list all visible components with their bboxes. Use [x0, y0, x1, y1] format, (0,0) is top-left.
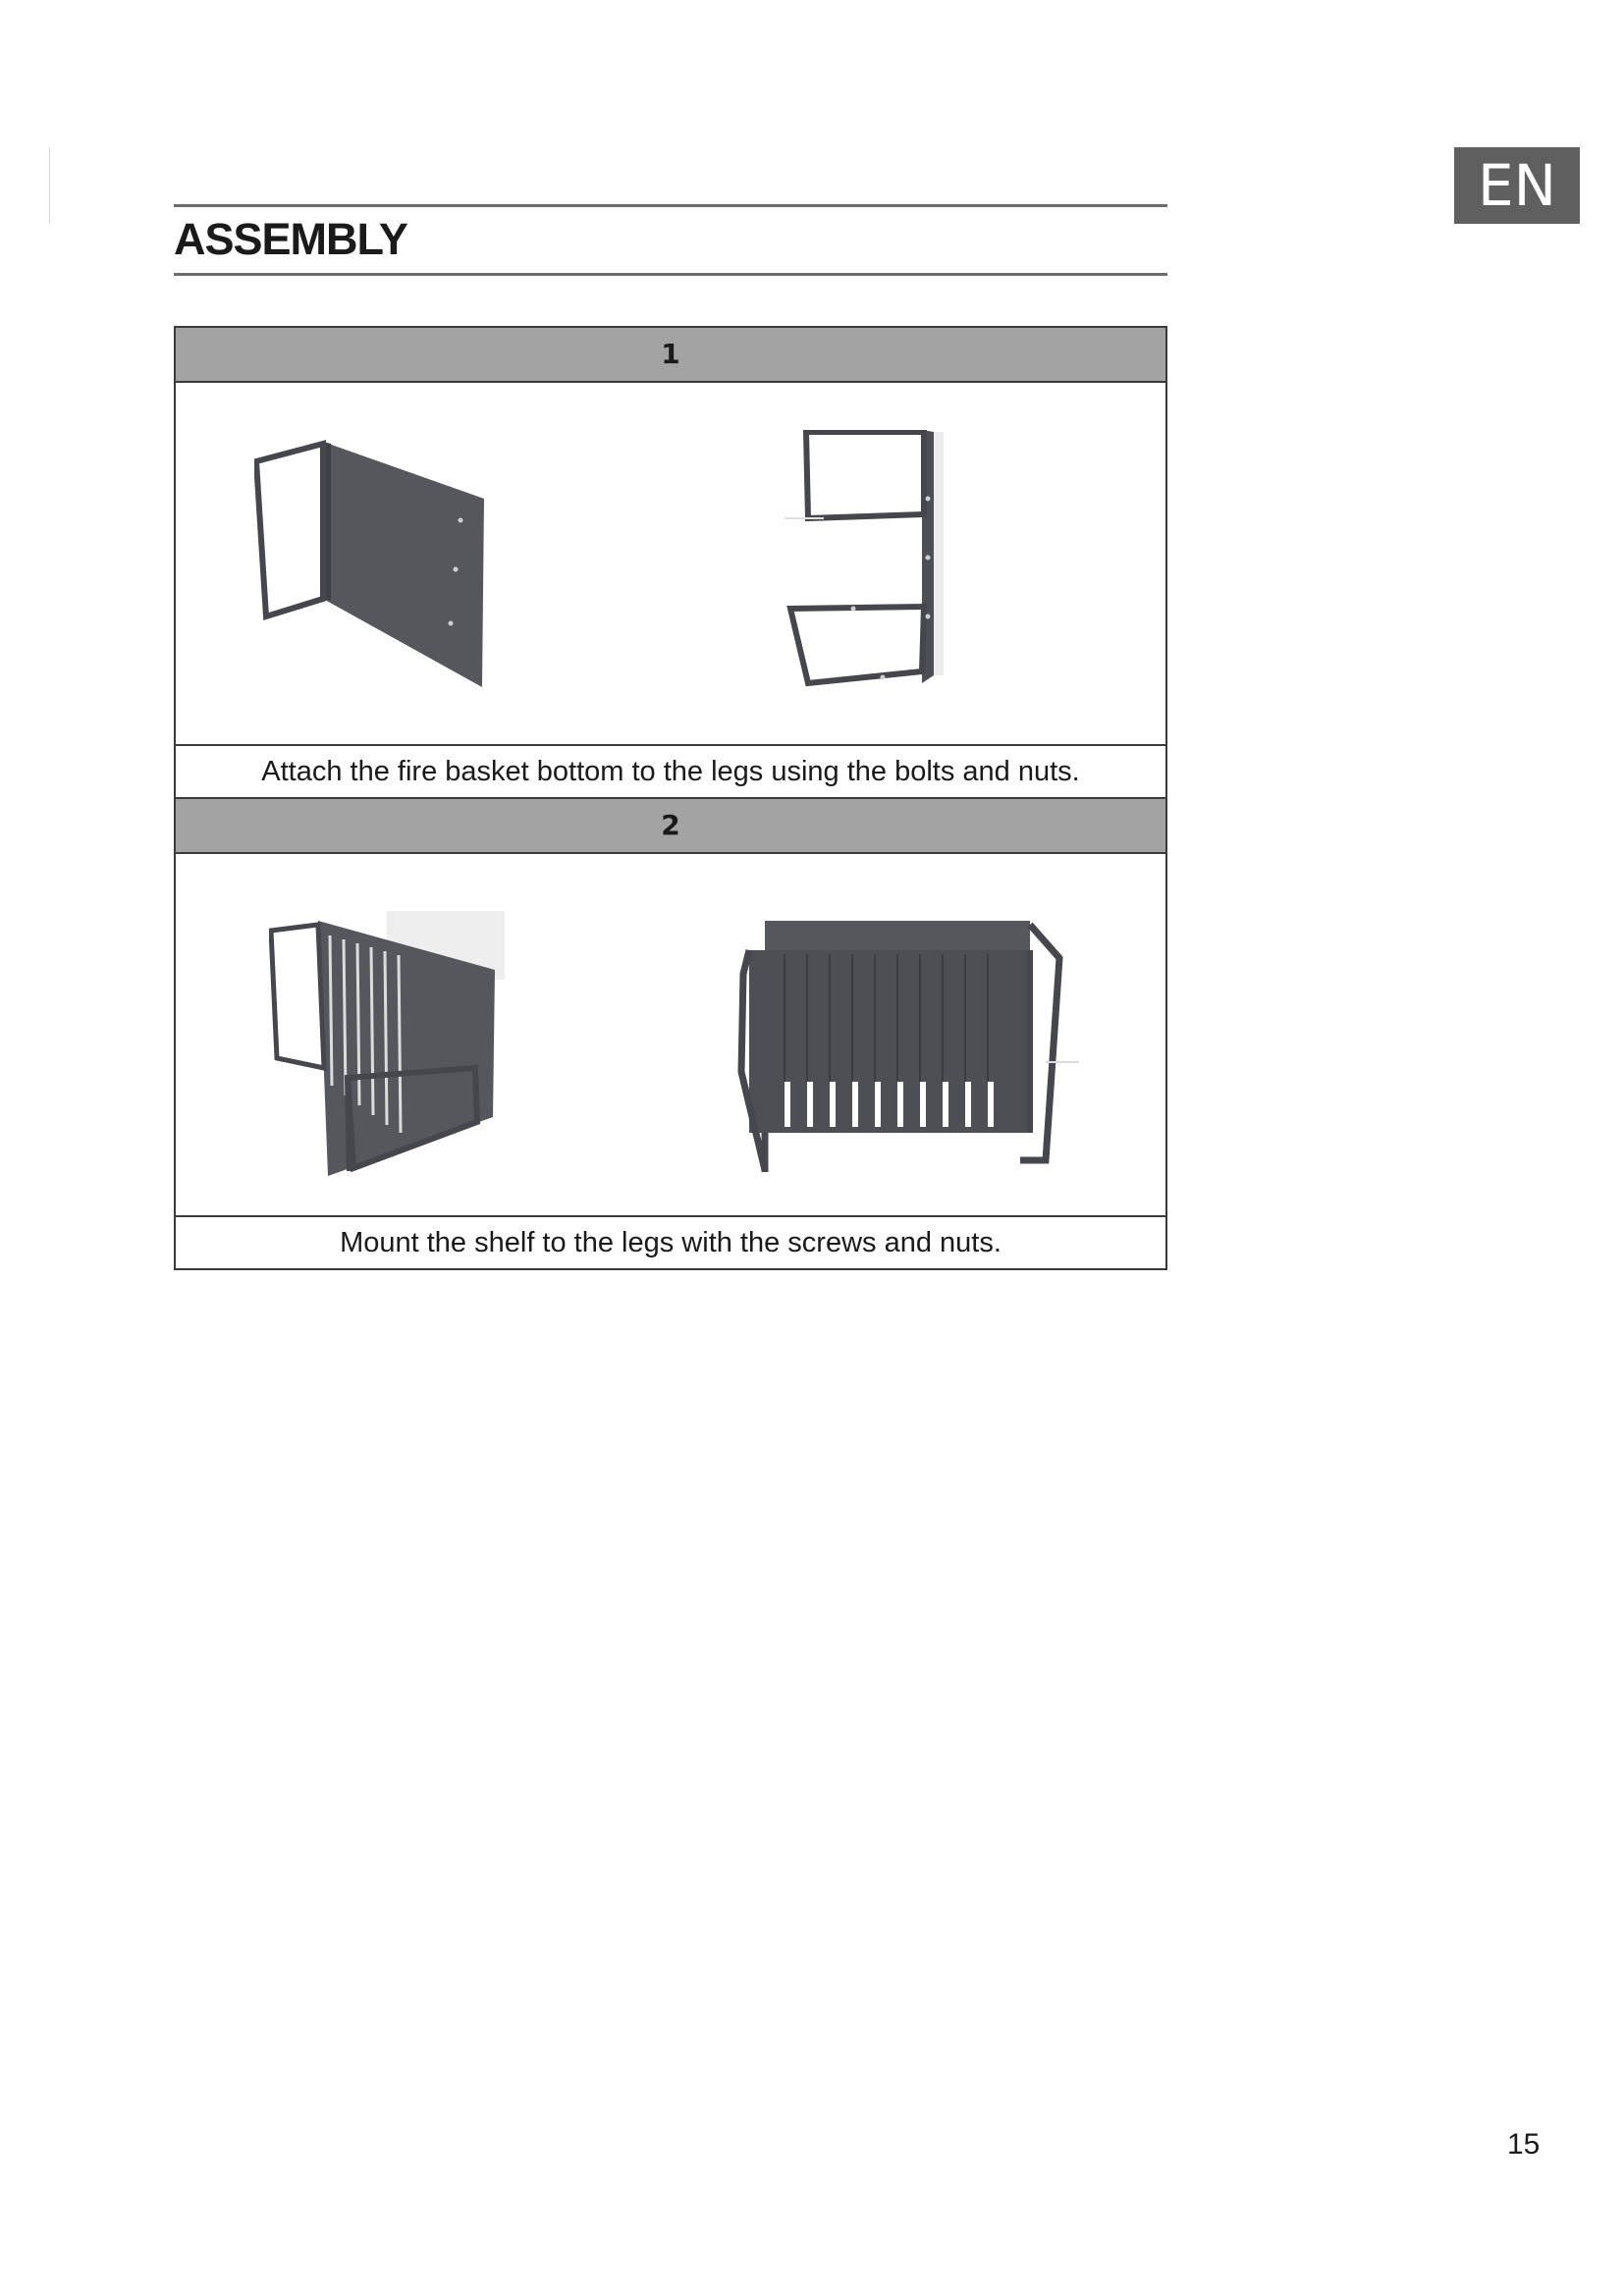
margin-line — [49, 147, 50, 224]
assembly-steps-table — [174, 326, 1167, 1270]
section-title: ASSEMBLY — [174, 214, 407, 264]
step-2-images — [176, 854, 1165, 1217]
step-1-caption: Attach the fire basket bottom to the legs using the bolts and nuts. — [261, 756, 1080, 787]
title-rule-bottom — [174, 273, 1167, 276]
step-2-caption: Mount the shelf to the legs with the screws and nuts. — [340, 1227, 1001, 1258]
assembled-basket-illustration — [735, 915, 1089, 1180]
page-number: 15 — [1507, 2128, 1541, 2161]
step-1-number: 1 — [176, 328, 1165, 383]
c-shaped-frame-illustration — [785, 430, 981, 705]
assembly-step-1 — [176, 328, 1165, 797]
step-1-images — [176, 383, 1165, 746]
partially-assembled-basket-illustration — [269, 911, 514, 1196]
title-rule-top — [174, 204, 1167, 207]
assembly-step-2 — [176, 797, 1165, 1268]
language-badge: EN — [1454, 147, 1580, 224]
step-2-number: 2 — [176, 797, 1165, 854]
frame-and-panel-illustration — [254, 432, 490, 687]
